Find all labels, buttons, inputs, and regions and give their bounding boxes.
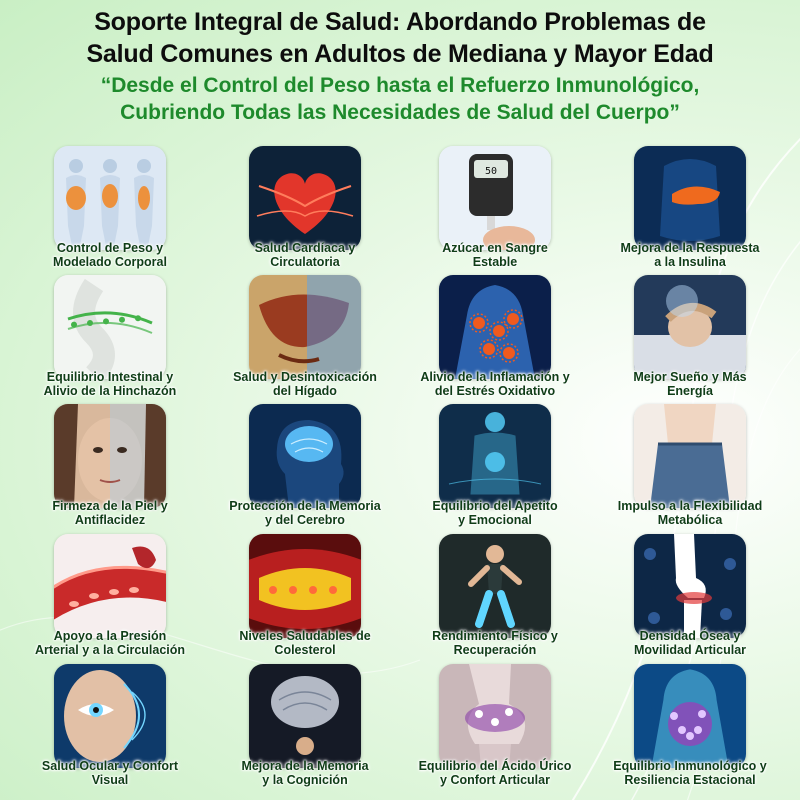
benefit-label-line-2: Recuperación: [453, 643, 537, 657]
benefit-label: [590, 629, 790, 657]
joint-icon: [439, 664, 551, 768]
face-skin-icon: [54, 404, 166, 508]
benefit-tile: [10, 528, 210, 658]
page-subtitle: [0, 72, 800, 126]
benefit-label-line-2: Circulatoria: [270, 255, 340, 269]
benefit-tile: [205, 140, 405, 270]
benefit-label-line-2: Arterial y a la Circulación: [34, 643, 186, 657]
runner-icon: [439, 534, 551, 638]
inflammation-icon: [439, 275, 551, 379]
benefit-tile: [10, 398, 210, 528]
benefit-tile: [205, 528, 405, 658]
benefit-label: [205, 241, 405, 269]
benefit-label-line-1: Salud y Desintoxicación: [233, 370, 377, 384]
benefit-label: [395, 370, 595, 398]
benefit-label-line-1: Salud Cardíaca y: [254, 241, 356, 255]
benefit-tile: [205, 269, 405, 399]
digital-body-icon: [439, 404, 551, 508]
benefit-label-line-1: Mejor Sueño y Más: [633, 370, 747, 384]
benefit-label-line-1: Alivio de la Inflamación y: [420, 370, 570, 384]
waist-icon: [634, 404, 746, 508]
benefit-label: [10, 370, 210, 398]
benefit-label-line-1: Mejora de la Respuesta: [620, 241, 760, 255]
benefit-label: [395, 759, 595, 787]
pancreas-icon: [634, 146, 746, 250]
benefit-label-line-2: Colesterol: [274, 643, 336, 657]
benefits-grid: [0, 140, 800, 800]
benefit-label: [205, 499, 405, 527]
benefit-label: [590, 370, 790, 398]
heart-icon: [249, 146, 361, 250]
benefit-label-line-2: y Confort Articular: [440, 773, 550, 787]
benefit-tile: [590, 528, 790, 658]
benefit-tile: [590, 398, 790, 528]
benefit-label: [205, 370, 405, 398]
subtitle-line-1: “Desde el Control del Peso hasta el Refuerzo Inmunológico,: [100, 74, 700, 97]
benefit-label-line-1: Equilibrio Intestinal y: [46, 370, 174, 384]
benefit-label: [590, 241, 790, 269]
benefit-label-line-1: Rendimiento Físico y: [432, 629, 558, 643]
subtitle-line-2: Cubriendo Todas las Necesidades de Salud del Cuerpo”: [120, 101, 680, 124]
benefit-tile: [590, 269, 790, 399]
benefit-tile: [10, 658, 210, 788]
benefit-label-line-2: Modelado Corporal: [53, 255, 167, 269]
artery-icon: [54, 534, 166, 638]
benefit-label-line-1: Azúcar en Sangre: [442, 241, 548, 255]
benefit-label-line-2: del Estrés Oxidativo: [434, 384, 556, 398]
benefit-tile: [395, 269, 595, 399]
intestine-icon: [54, 275, 166, 379]
brain-thinking-icon: [249, 664, 361, 768]
benefit-label-line-1: Equilibrio del Apetito: [432, 499, 558, 513]
benefit-label-line-2: Metabólica: [657, 513, 723, 527]
eye-icon: [54, 664, 166, 768]
benefit-label-line-2: y Emocional: [458, 513, 532, 527]
benefit-label-line-1: Apoyo a la Presión: [53, 629, 167, 643]
benefit-tile: [395, 528, 595, 658]
sleep-icon: [634, 275, 746, 379]
benefit-label: [395, 499, 595, 527]
benefit-label: [10, 499, 210, 527]
benefit-label-line-2: Alivio de la Hinchazón: [43, 384, 177, 398]
benefit-tile: [395, 398, 595, 528]
immune-body-icon: [634, 664, 746, 768]
benefit-label-line-2: y la Cognición: [262, 773, 348, 787]
benefit-tile: [590, 658, 790, 788]
benefit-label: [205, 759, 405, 787]
header: [0, 0, 800, 126]
benefit-label: [10, 241, 210, 269]
benefit-label-line-1: Protección de la Memoria: [229, 499, 381, 513]
benefit-label: [590, 499, 790, 527]
benefit-label-line-1: Niveles Saludables de: [239, 629, 371, 643]
benefit-label-line-1: Densidad Ósea y: [639, 629, 741, 643]
cholesterol-icon: [249, 534, 361, 638]
benefit-label: [395, 241, 595, 269]
liver-icon: [249, 275, 361, 379]
benefit-label: [395, 629, 595, 657]
benefit-label-line-2: Resiliencia Estacional: [624, 773, 756, 787]
benefit-tile: [205, 398, 405, 528]
benefit-tile: [10, 269, 210, 399]
benefit-label-line-1: Equilibrio del Ácido Úrico: [418, 759, 572, 773]
benefit-label-line-1: Firmeza de la Piel y: [52, 499, 168, 513]
benefit-label-line-2: Antiflacidez: [74, 513, 146, 527]
benefit-label-line-2: del Hígado: [273, 384, 337, 398]
benefit-label-line-1: Equilibrio Inmunológico y: [613, 759, 767, 773]
benefit-label-line-2: Visual: [91, 773, 129, 787]
benefit-label: [590, 759, 790, 787]
benefit-label-line-2: Estable: [472, 255, 518, 269]
title-line-2: Salud Comunes en Adultos de Mediana y Mayor Edad: [86, 40, 714, 68]
benefit-label-line-2: Energía: [667, 384, 713, 398]
benefit-label-line-2: Movilidad Articular: [633, 643, 747, 657]
knee-bone-icon: [634, 534, 746, 638]
benefit-label-line-1: Impulso a la Flexibilidad: [617, 499, 763, 513]
body-silhouettes-icon: [54, 146, 166, 250]
benefit-tile: [10, 140, 210, 270]
benefit-label-line-1: Salud Ocular y Confort: [41, 759, 179, 773]
benefit-tile: [590, 140, 790, 270]
brain-head-icon: [249, 404, 361, 508]
benefit-label-line-2: y del Cerebro: [265, 513, 345, 527]
page-title: [0, 6, 800, 70]
benefit-label-line-1: Control de Peso y: [56, 241, 164, 255]
title-line-1: Soporte Integral de Salud: Abordando Problemas de: [94, 8, 706, 36]
benefit-label-line-1: Mejora de la Memoria: [241, 759, 369, 773]
benefit-tile: [395, 140, 595, 270]
benefit-label-line-2: a la Insulina: [654, 255, 726, 269]
benefit-tile: [205, 658, 405, 788]
benefit-label: [205, 629, 405, 657]
benefit-label: [10, 629, 210, 657]
svg-text:50: 50: [484, 166, 498, 177]
benefit-tile: [395, 658, 595, 788]
benefit-label: [10, 759, 210, 787]
glucose-meter-icon: [439, 146, 551, 250]
